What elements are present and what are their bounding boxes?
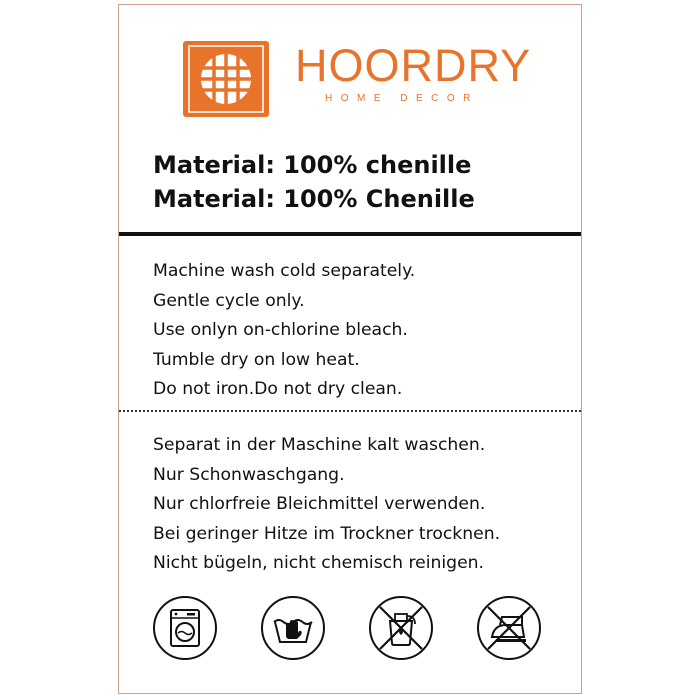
care-line: Nicht bügeln, nicht chemisch reinigen. <box>153 553 485 573</box>
care-instructions-en <box>153 257 415 405</box>
no-iron-icon <box>476 595 542 661</box>
brand-name: HOORDRY <box>295 40 532 91</box>
dotted-divider <box>119 410 581 412</box>
hand-wash-tub-icon <box>260 595 326 661</box>
no-bleach-icon <box>368 595 434 661</box>
material-line-1: Material: 100% chenille <box>153 151 472 179</box>
care-line: Separat in der Maschine kalt waschen. <box>153 435 486 455</box>
washing-machine-icon <box>152 595 218 661</box>
care-instructions-de <box>153 431 500 579</box>
care-line: Nur Schonwaschgang. <box>153 464 345 485</box>
care-line: Tumble dry on low heat. <box>153 349 360 370</box>
section-divider <box>119 232 581 236</box>
brand-tagline: HOME DECOR <box>325 93 479 104</box>
care-line: Do not iron.Do not dry clean. <box>153 379 403 399</box>
care-line: Bei geringer Hitze im Trockner trocknen. <box>153 523 501 544</box>
material-line-2: Material: 100% Chenille <box>153 185 475 213</box>
care-line: Use onlyn on-chlorine bleach. <box>153 320 408 340</box>
care-line: Machine wash cold separately. <box>153 261 416 281</box>
care-line: Gentle cycle only. <box>153 290 305 311</box>
care-line: Nur chlorfreie Bleichmittel verwenden. <box>153 494 486 514</box>
globe-grid-icon <box>183 41 269 117</box>
care-label <box>118 4 582 694</box>
